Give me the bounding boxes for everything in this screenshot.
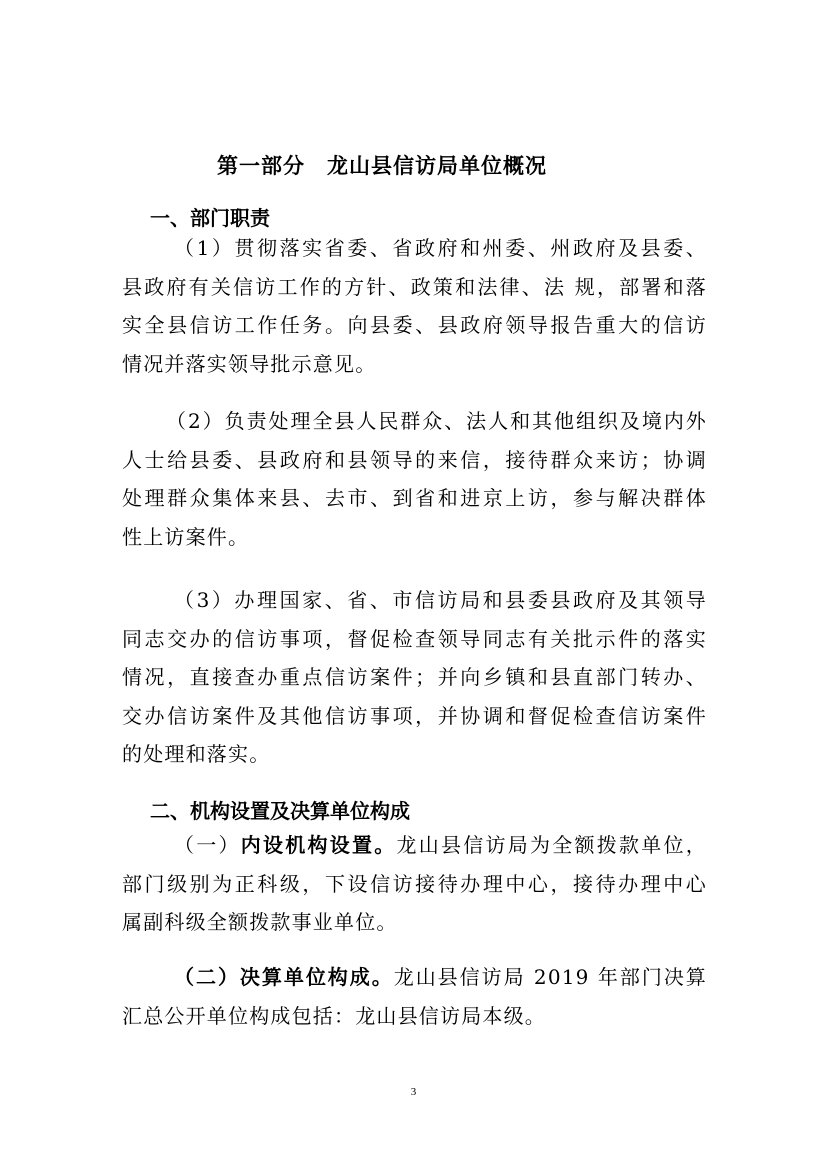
sub-text: 龙山县信访局 2019 年部门决算 (393, 965, 708, 989)
text-line: 性上访案件。 (122, 524, 250, 549)
text-line: （1）贯彻落实省委、省政府和州委、州政府及县委、 (174, 236, 707, 260)
text-line: 交办信访案件及其他信访事项，并协调和督促检查信访案件 (122, 703, 707, 728)
title-name: 龙山县信访局单位概况 (327, 153, 547, 178)
text-line: 县政府有关信访工作的方针、政策和法律、法 规，部署和落 (122, 274, 707, 299)
section-heading-structure: 二、机构设置及决算单位构成 (150, 799, 410, 823)
text-line: 实全县信访工作任务。向县委、县政府领导报告重大的信访 (122, 313, 707, 337)
sub-heading-internal: 内设机构设置。 (240, 833, 397, 857)
text-line: 的处理和落实。 (122, 742, 271, 766)
text-line: （3）办理国家、省、市信访局和县委县政府及其领导 (174, 588, 707, 612)
text-line (122, 826, 707, 865)
title-part: 第一部分 (217, 153, 305, 178)
duty-item-1 (122, 229, 707, 383)
text-line: 汇总公开单位构成包括：龙山县信访局本级。 (122, 1003, 546, 1028)
text-line: 情况，直接查办重点信访案件；并向乡镇和县直部门转办、 (122, 665, 707, 689)
text-line: 情况并落实领导批示意见。 (122, 351, 377, 376)
page-number: 3 (410, 1086, 417, 1098)
page-title (217, 150, 547, 180)
sub-heading-units: （二）决算单位构成。 (174, 965, 394, 989)
text-line (122, 958, 707, 997)
duty-item-2 (122, 402, 707, 556)
text-line: 人士给县委、县政府和县领导的来信，接待群众来访；协调 (122, 447, 707, 472)
text-line: 处理群众集体来县、去市、到省和进京上访，参与解决群体 (122, 486, 707, 510)
text-line: 同志交办的信访事项，督促检查领导同志有关批示件的落实 (122, 626, 707, 651)
text-line: 属副科级全额拨款事业单位。 (122, 910, 398, 934)
structure-sub-1 (122, 826, 707, 942)
duty-item-3 (122, 581, 707, 774)
sub-text: 龙山县信访局为全额拨款单位， (396, 833, 707, 857)
text-line: 部门级别为正科级，下设信访接待办理中心，接待办理中心 (122, 871, 707, 896)
structure-sub-2 (122, 958, 707, 1035)
section-heading-duties: 一、部门职责 (150, 206, 270, 230)
text-line: （2）负责处理全县人民群众、法人和其他组织及境内外 (166, 409, 707, 433)
sub-prefix: （一） (174, 833, 241, 857)
